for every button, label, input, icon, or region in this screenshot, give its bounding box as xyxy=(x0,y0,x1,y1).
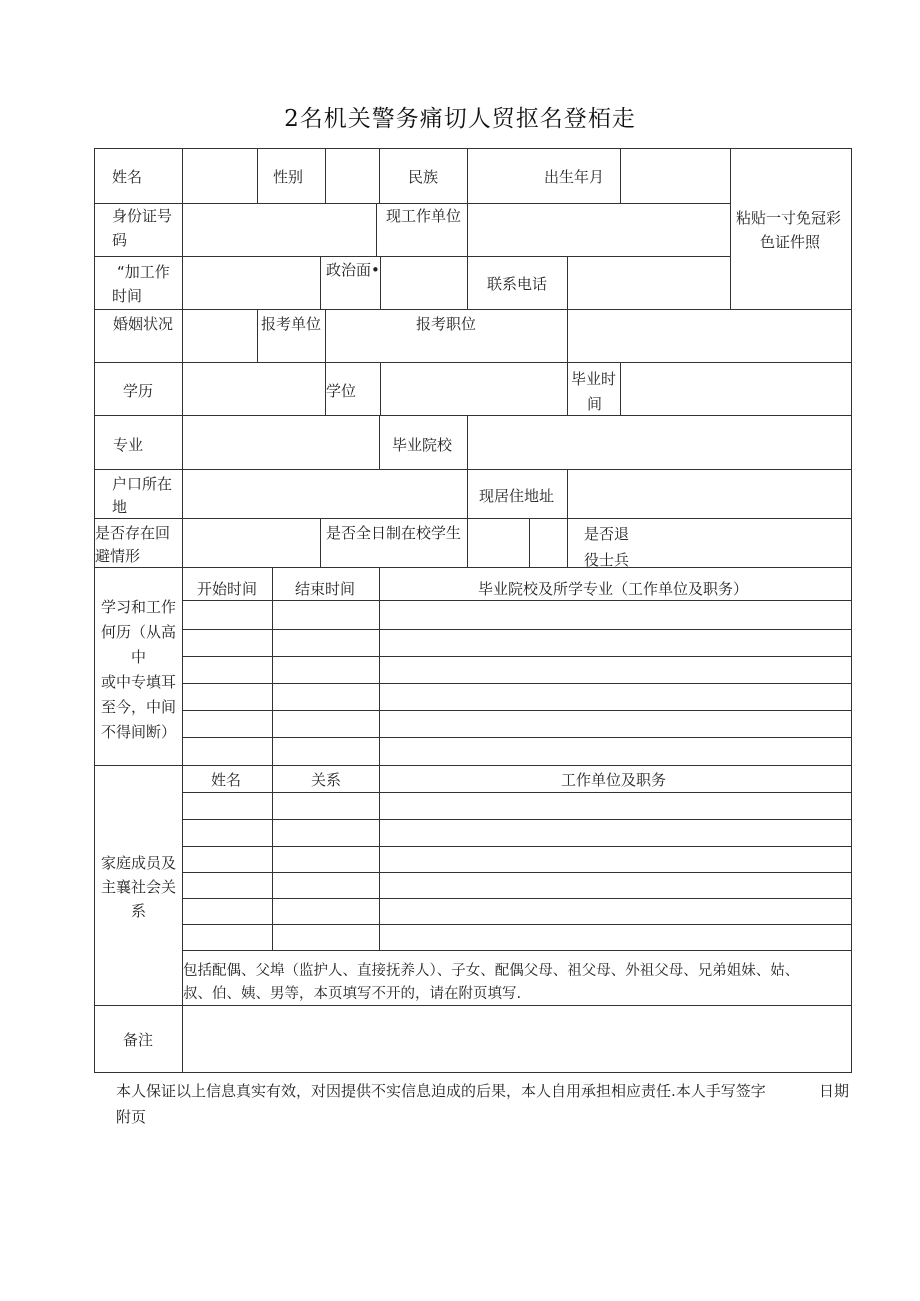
attachment-label: 附页 xyxy=(116,1108,147,1126)
political-label: 政治面• xyxy=(326,261,380,279)
current-unit-label: 现工作单位 xyxy=(386,207,462,225)
id-number-field[interactable] xyxy=(183,204,376,256)
birth-field[interactable] xyxy=(621,149,730,203)
id-number-label: 身份证号 xyxy=(112,207,173,225)
grad-school-field[interactable] xyxy=(468,416,851,469)
education-field[interactable] xyxy=(183,363,325,415)
veteran-label-clip xyxy=(568,519,643,567)
label-line: 何历（从高 xyxy=(100,623,176,641)
hukou-label: 户口所在 xyxy=(112,475,173,493)
apply-post-label: 报考职位 xyxy=(416,315,477,333)
form-title: 2名机关警务痛切人贸抠名登栢走 xyxy=(284,106,636,132)
photo-area[interactable] xyxy=(731,149,851,309)
name-label: 姓名 xyxy=(112,168,143,186)
grad-time-label: 毕业时 xyxy=(571,370,617,388)
label-line: 学习和工作 xyxy=(100,598,176,616)
grid-line xyxy=(182,656,852,657)
grid-line xyxy=(379,765,380,950)
label-line: 中 xyxy=(130,648,146,666)
label-line: 家庭成员及 xyxy=(100,854,176,872)
family-note: 叔、伯、姨、男等，本页填写不开的，请在附页填写. xyxy=(183,986,522,1002)
political-field[interactable] xyxy=(381,257,467,309)
grid-line xyxy=(94,1072,852,1073)
current-unit-field[interactable] xyxy=(468,204,730,256)
birth-label: 出生年月 xyxy=(544,168,605,186)
history-start-header: 开始时间 xyxy=(197,580,258,598)
phone-label: 联系电话 xyxy=(487,275,548,293)
grid-line xyxy=(182,898,852,899)
photo-label: 粘贴一寸免冠彩 xyxy=(736,209,842,227)
veteran-label: 役士兵 xyxy=(584,551,630,567)
grid-line xyxy=(182,924,852,925)
degree-field[interactable] xyxy=(381,363,567,415)
major-field[interactable] xyxy=(183,416,379,469)
grid-line xyxy=(182,710,852,711)
fulltime-field[interactable] xyxy=(468,519,529,567)
grid-line xyxy=(94,148,95,1073)
grid-line xyxy=(182,683,852,684)
hukou-label: 地 xyxy=(112,498,128,516)
grid-line xyxy=(182,737,852,738)
ethnicity-field[interactable] xyxy=(468,149,620,203)
residence-label: 现居住地址 xyxy=(479,487,555,505)
family-relation-header: 关系 xyxy=(311,771,342,789)
label-line: 不得间断） xyxy=(100,723,176,741)
remark-field[interactable] xyxy=(183,1006,851,1072)
grid-line xyxy=(182,872,852,873)
gender-label: 性别 xyxy=(273,168,304,186)
remark-label: 备注 xyxy=(123,1031,154,1049)
grid-line xyxy=(376,203,377,256)
grid-line xyxy=(567,362,568,415)
label-line: 至今，中间 xyxy=(100,698,176,716)
history-label xyxy=(95,595,182,745)
apply-post-field[interactable] xyxy=(568,310,851,362)
grid-line xyxy=(325,362,326,415)
work-start-label: 时间 xyxy=(112,287,143,305)
grid-line xyxy=(182,819,852,820)
fulltime-label: 是否全日制在校学生 xyxy=(326,524,462,542)
veteran-label: 是否退 xyxy=(584,525,630,543)
avoid-label: 避情形 xyxy=(95,547,141,565)
declaration-text: 本人保证以上信息真实有效，对因提供不实信息迫成的后果，本人自用承担相应责任.本人手写签字 xyxy=(116,1082,766,1100)
gender-field[interactable] xyxy=(326,149,379,203)
grid-line xyxy=(182,950,852,951)
grid-line xyxy=(272,567,273,765)
marital-field[interactable] xyxy=(183,310,257,362)
name-field[interactable] xyxy=(183,149,257,203)
grid-line xyxy=(272,765,273,950)
grid-line xyxy=(379,567,380,765)
grid-line xyxy=(851,148,852,1073)
work-start-label: “加工作 xyxy=(117,263,170,281)
grid-line xyxy=(325,309,326,362)
label-line: 或中专填耳 xyxy=(100,673,176,691)
family-name-header: 姓名 xyxy=(211,771,242,789)
history-end-header: 结束时间 xyxy=(295,580,356,598)
avoid-label: 是否存在回 xyxy=(95,524,171,542)
grad-time-field[interactable] xyxy=(621,363,851,415)
grid-line xyxy=(182,600,852,601)
grid-line xyxy=(182,846,852,847)
history-school-header: 毕业院校及所学专业（工作单位及职务） xyxy=(478,580,749,598)
grid-line xyxy=(182,629,852,630)
avoid-field[interactable] xyxy=(183,519,320,567)
grid-line xyxy=(467,469,468,518)
grid-line xyxy=(379,415,380,469)
major-label: 专业 xyxy=(113,436,144,454)
grid-line xyxy=(94,567,852,568)
work-start-field[interactable] xyxy=(183,257,320,309)
grid-line xyxy=(379,148,380,203)
grid-line xyxy=(567,518,568,567)
hukou-field[interactable] xyxy=(183,470,467,518)
degree-label: 学位 xyxy=(326,382,357,400)
apply-unit-label: 报考单位 xyxy=(261,315,322,333)
education-label: 学历 xyxy=(123,382,154,400)
grid-line xyxy=(257,309,258,362)
grid-line xyxy=(467,256,468,309)
ethnicity-label: 民族 xyxy=(408,168,439,186)
grid-line xyxy=(320,518,321,567)
grid-line xyxy=(94,765,852,766)
id-number-label: 码 xyxy=(112,231,128,249)
family-unit-header: 工作单位及职务 xyxy=(561,771,667,789)
label-line: 主襄社会关 xyxy=(100,878,176,896)
grad-time-label: 间 xyxy=(587,395,603,413)
grid-line xyxy=(182,792,852,793)
phone-field[interactable] xyxy=(568,257,730,309)
marital-label: 婚姻状况 xyxy=(113,315,174,333)
grid-line xyxy=(257,148,258,203)
veteran-field[interactable] xyxy=(643,519,851,567)
residence-field[interactable] xyxy=(568,470,851,518)
photo-label: 色证件照 xyxy=(760,233,821,251)
date-label: 日期 xyxy=(819,1082,850,1100)
grad-school-label: 毕业院校 xyxy=(392,436,453,454)
grid-line xyxy=(529,518,530,567)
label-line: 系 xyxy=(130,902,146,920)
grid-line xyxy=(320,256,321,309)
family-label xyxy=(95,851,182,923)
family-note: 包括配偶、父埠（监护人、直接抚养人）、子女、配偶父母、祖父母、外祖父母、兄弟姐妹、姑、 xyxy=(183,963,800,979)
